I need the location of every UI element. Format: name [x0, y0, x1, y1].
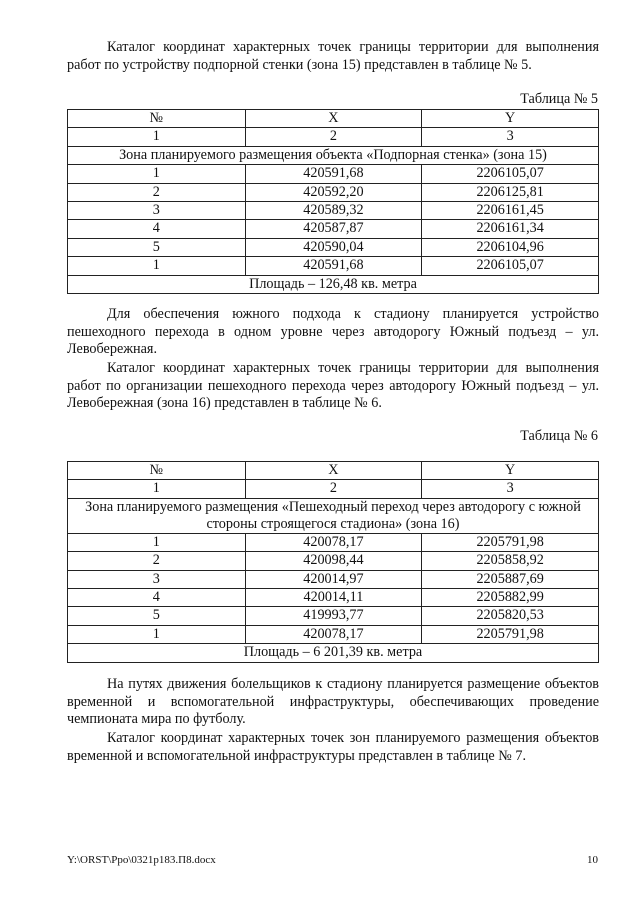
cell-y: 2205820,53 [422, 607, 599, 625]
zone-title: Зона планируемого размещения «Пешеходный переход через автодорогу с южной стороны строящегося стадиона» (зона 16) [68, 498, 599, 533]
table-row [68, 533, 599, 551]
cell-number: 4 [68, 589, 246, 607]
header-y: Y [422, 110, 599, 128]
cell-y: 2206104,96 [422, 238, 599, 256]
cell-x: 420078,17 [245, 533, 422, 551]
table5 [67, 109, 599, 294]
paragraph-catalog-zone16: Каталог координат характерных точек границы территории для выполнения работ по организации пешеходного перехода через автодорогу Южный подъезд – ул. Левобережная (зона 16) представлен в таблице № 6. [67, 360, 599, 411]
cell-x: 420591,68 [245, 257, 422, 275]
cell-number: 3 [68, 202, 246, 220]
table-header-row [68, 110, 599, 128]
page-number: 10 [587, 854, 598, 866]
cell-x: 420590,04 [245, 238, 422, 256]
cell-y: 2206105,07 [422, 257, 599, 275]
colnum: 3 [422, 480, 599, 498]
cell-number: 2 [68, 552, 246, 570]
cell-y: 2206161,34 [422, 220, 599, 238]
cell-y: 2205882,99 [422, 589, 599, 607]
table-area-row [68, 644, 599, 662]
paragraph-catalog-table7: Каталог координат характерных точек зон планируемого размещения объектов временной и вспомогательной инфраструктуры представлен в таблице № 7. [67, 730, 599, 764]
header-x: X [245, 110, 422, 128]
table-row [68, 238, 599, 256]
area-value: Площадь – 6 201,39 кв. метра [68, 644, 599, 662]
table-row [68, 607, 599, 625]
table-row [68, 165, 599, 183]
cell-number: 5 [68, 607, 246, 625]
table-colnum-row [68, 128, 599, 146]
cell-y: 2206161,45 [422, 202, 599, 220]
cell-x: 420014,11 [245, 589, 422, 607]
cell-x: 419993,77 [245, 607, 422, 625]
cell-x: 420589,32 [245, 202, 422, 220]
table-header-row [68, 462, 599, 480]
zone-title: Зона планируемого размещения объекта «Подпорная стенка» (зона 15) [68, 146, 599, 164]
table-row [68, 625, 599, 643]
colnum: 2 [245, 128, 422, 146]
cell-x: 420587,87 [245, 220, 422, 238]
table5-caption: Таблица № 5 [520, 91, 598, 107]
colnum: 1 [68, 480, 246, 498]
cell-number: 1 [68, 625, 246, 643]
paragraph-south-approach: Для обеспечения южного подхода к стадиону планируется устройство пешеходного перехода в одном уровне через автодорогу Южный подъезд – ул. Левобережная. [67, 306, 599, 357]
header-number: № [68, 110, 246, 128]
header-number: № [68, 462, 246, 480]
table-row [68, 202, 599, 220]
table-colnum-row [68, 480, 599, 498]
cell-number: 3 [68, 570, 246, 588]
colnum: 3 [422, 128, 599, 146]
table-zone-row [68, 498, 599, 533]
table6 [67, 461, 599, 663]
cell-x: 420078,17 [245, 625, 422, 643]
cell-number: 1 [68, 257, 246, 275]
table-row [68, 220, 599, 238]
cell-y: 2205887,69 [422, 570, 599, 588]
header-x: X [245, 462, 422, 480]
table-area-row [68, 275, 599, 293]
table6-caption: Таблица № 6 [520, 428, 598, 444]
cell-number: 4 [68, 220, 246, 238]
colnum: 1 [68, 128, 246, 146]
header-y: Y [422, 462, 599, 480]
colnum: 2 [245, 480, 422, 498]
cell-number: 1 [68, 165, 246, 183]
cell-x: 420592,20 [245, 183, 422, 201]
cell-number: 5 [68, 238, 246, 256]
cell-x: 420098,44 [245, 552, 422, 570]
table-row [68, 589, 599, 607]
footer-file-path: Y:\ORST\Ppo\0321p183.П8.docx [67, 854, 216, 866]
area-value: Площадь – 126,48 кв. метра [68, 275, 599, 293]
table-zone-row [68, 146, 599, 164]
paragraph-fan-routes: На путях движения болельщиков к стадиону планируется размещение объектов временной и вспомогательной инфраструктуры, обеспечивающих проведение чемпионата мира по футболу. [67, 676, 599, 727]
cell-y: 2205791,98 [422, 625, 599, 643]
cell-y: 2205791,98 [422, 533, 599, 551]
cell-y: 2206105,07 [422, 165, 599, 183]
table-row [68, 257, 599, 275]
cell-x: 420014,97 [245, 570, 422, 588]
table-row [68, 570, 599, 588]
table-row [68, 552, 599, 570]
table-row [68, 183, 599, 201]
cell-number: 1 [68, 533, 246, 551]
cell-number: 2 [68, 183, 246, 201]
intro-paragraph: Каталог координат характерных точек границы территории для выполнения работ по устройству подпорной стенки (зона 15) представлен в таблице № 5. [67, 39, 599, 73]
cell-y: 2205858,92 [422, 552, 599, 570]
cell-y: 2206125,81 [422, 183, 599, 201]
cell-x: 420591,68 [245, 165, 422, 183]
